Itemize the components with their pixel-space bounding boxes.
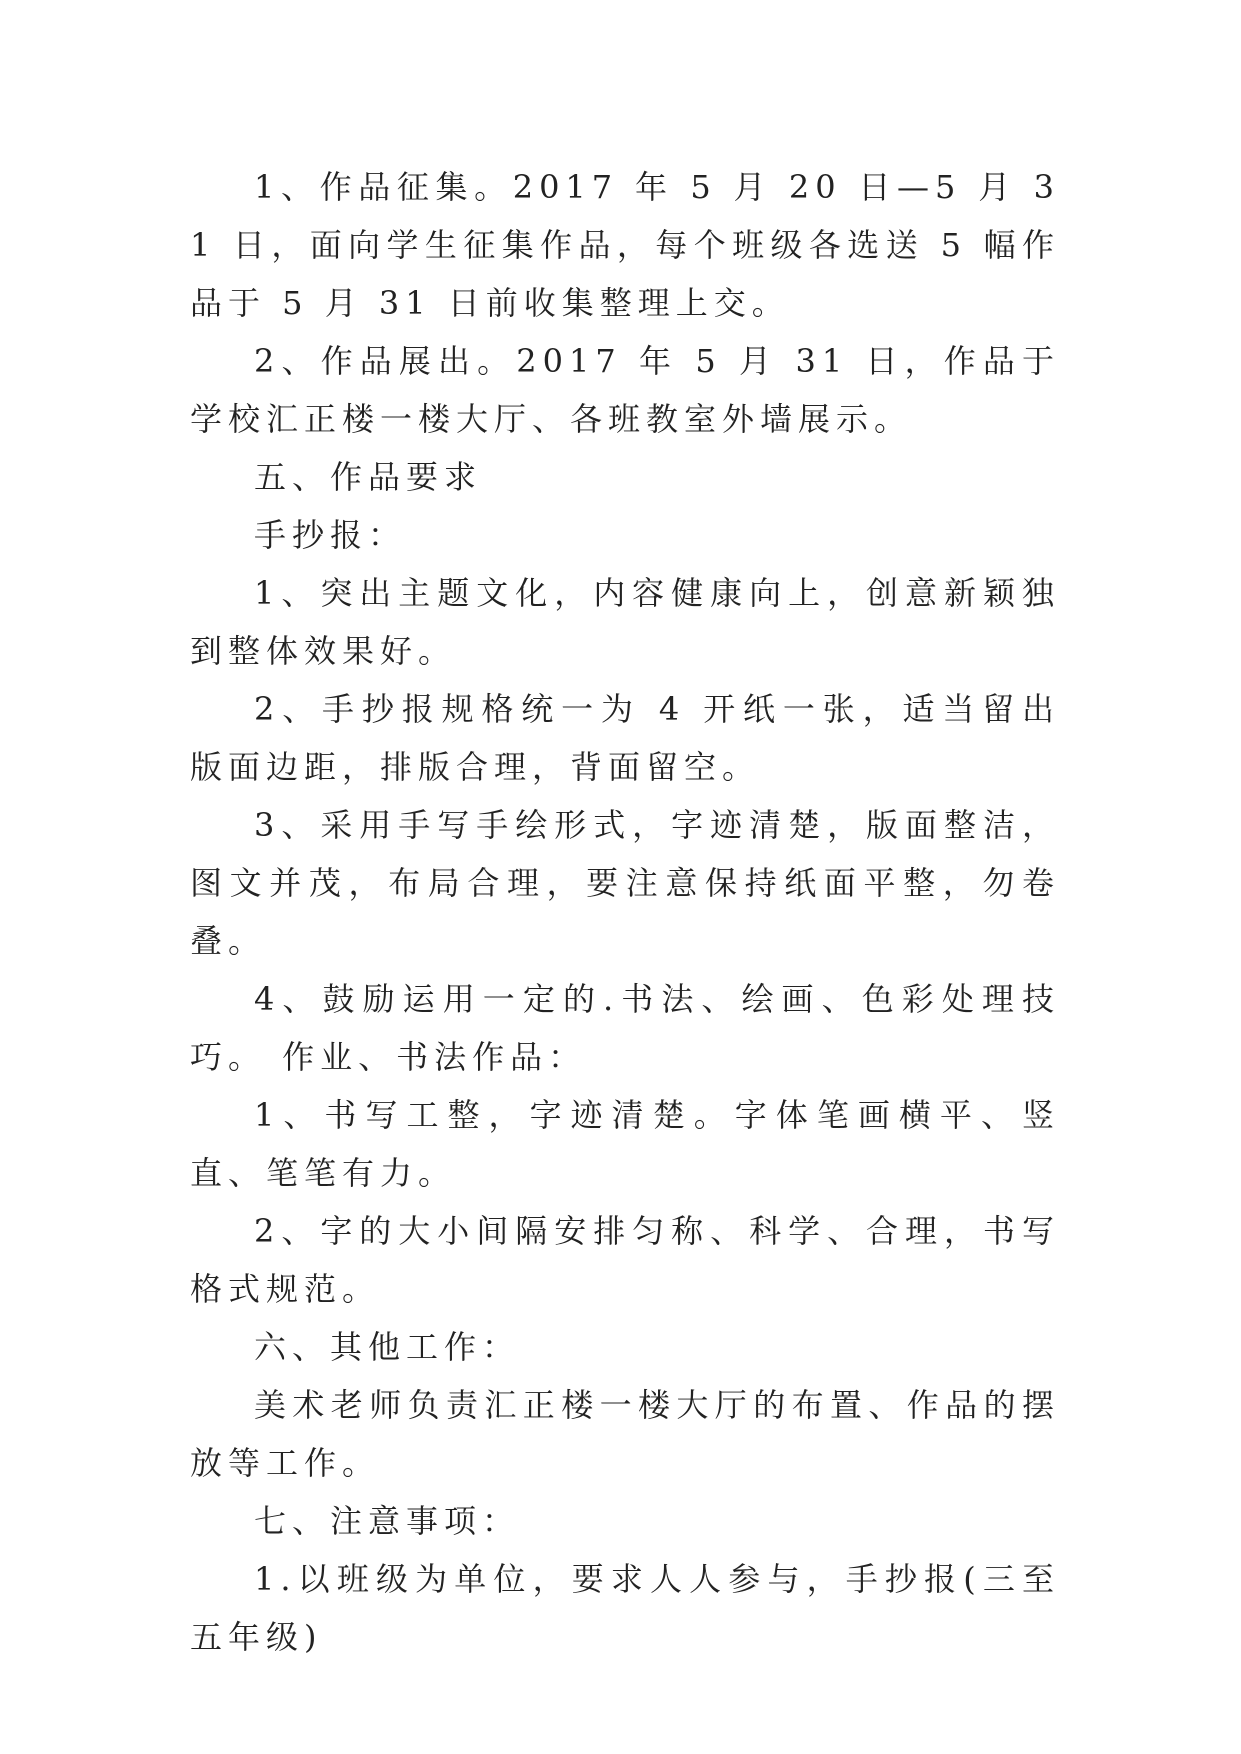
requirement-item-1: 1、突出主题文化，内容健康向上，创意新颖独到整体效果好。 [190, 574, 1060, 670]
section-heading-other-work: 六、其他工作： [254, 1328, 521, 1366]
calligraphy-item-2: 2、字的大小间隔安排匀称、科学、合理，书写格式规范。 [190, 1212, 1060, 1308]
paragraph-exhibition: 2、作品展出。2017 年 5 月 31 日，作品于学校汇正楼一楼大厅、各班教室外墙展示。 [190, 342, 1060, 438]
notes-item-1: 1.以班级为单位，要求人人参与，手抄报(三至五年级) [190, 1560, 1060, 1656]
requirement-item-4: 4、鼓励运用一定的.书法、绘画、色彩处理技巧。 作业、书法作品： [190, 980, 1060, 1076]
other-work-text: 美术老师负责汇正楼一楼大厅的布置、作品的摆放等工作。 [190, 1386, 1060, 1482]
section-heading-requirements: 五、作品要求 [254, 458, 483, 496]
document-body [190, 158, 1060, 1666]
subheading-handwritten-newspaper: 手抄报： [254, 516, 407, 554]
calligraphy-item-1: 1、书写工整，字迹清楚。字体笔画横平、竖直、笔笔有力。 [190, 1096, 1060, 1192]
requirement-item-3: 3、采用手写手绘形式，字迹清楚，版面整洁，图文并茂，布局合理，要注意保持纸面平整，勿卷叠。 [190, 806, 1060, 960]
section-heading-notes: 七、注意事项： [254, 1502, 521, 1540]
requirement-item-2: 2、手抄报规格统一为 4 开纸一张，适当留出版面边距，排版合理，背面留空。 [190, 690, 1060, 786]
paragraph-collection: 1、作品征集。2017 年 5 月 20 日—5 月 31 日，面向学生征集作品，每个班级各选送 5 幅作品于 5 月 31 日前收集整理上交。 [190, 168, 1060, 322]
